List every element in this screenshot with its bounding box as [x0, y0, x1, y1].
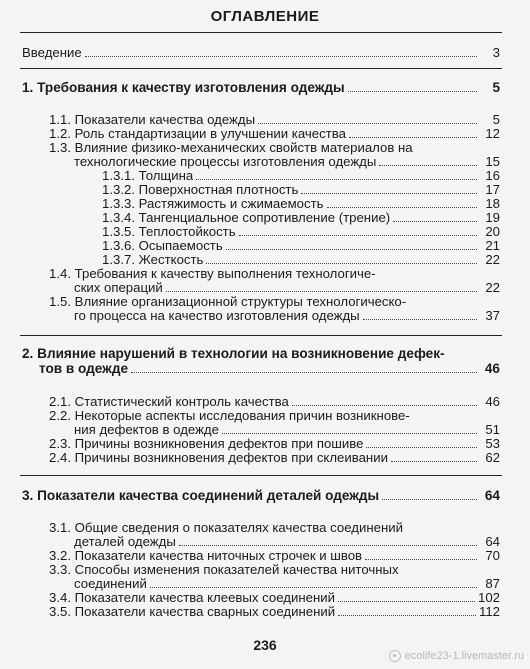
entry-page: 3 [492, 45, 500, 60]
entry-text: ских операций [74, 281, 163, 295]
entry-text: деталей одежды [74, 535, 176, 549]
entry-page: 87 [485, 576, 500, 591]
entry-number: 1.3.6. [102, 239, 135, 253]
entry-number: 1.2. [49, 127, 71, 141]
entry-page: 15 [485, 154, 500, 169]
entry-text: Статистический контроль качества [74, 395, 289, 409]
entry-page: 12 [485, 126, 500, 141]
entry-text: Влияние физико-механических свойств материалов на [74, 141, 413, 155]
entry-text: Показатели качества одежды [74, 113, 256, 127]
toc-entry-continued [22, 423, 500, 437]
entry-text: Роль стандартизации в улучшении качества [74, 127, 346, 141]
entry-number: 1.3. [49, 141, 71, 155]
entry-number: 1.3.4. [102, 211, 135, 225]
toc-subentry [22, 253, 500, 267]
entry-text: Влияние нарушений в технологии на возникновение дефек- [37, 347, 445, 361]
toc-subentry [22, 225, 500, 239]
entry-text: Показатели качества ниточных строчек и швов [74, 549, 363, 563]
entry-text: тов в одежде [39, 362, 129, 376]
entry-number: 3.4. [49, 591, 71, 605]
toc-entry-continued [22, 577, 500, 591]
entry-number: 3.2. [49, 549, 71, 563]
toc-entry [22, 409, 500, 423]
entry-text: Требования к качеству изготовления одежды [37, 81, 345, 95]
toc-chapter-1 [22, 81, 500, 95]
toc-entry-continued [22, 309, 500, 323]
entry-text: Общие сведения о показателях качества соединений [74, 521, 403, 535]
entry-number: 1.3.3. [102, 197, 135, 211]
entry-page: 18 [485, 196, 500, 211]
entry-page: 46 [485, 394, 500, 409]
entry-number: 3.3. [49, 563, 71, 577]
entry-page: 62 [485, 450, 500, 465]
entry-number: 1.1. [49, 113, 71, 127]
entry-number: 2.1. [49, 395, 71, 409]
page-number: 236 [253, 637, 277, 653]
entry-text: Жесткость [138, 253, 204, 267]
entry-page: 21 [485, 238, 500, 253]
entry-page: 64 [484, 488, 500, 503]
entry-page: 5 [492, 80, 500, 95]
entry-text: технологические процессы изготовления одежды [74, 155, 377, 169]
section-rule [20, 475, 502, 476]
entry-text: Причины возникновения дефектов при склеивании [74, 451, 388, 465]
entry-text: Требования к качеству выполнения технологиче- [74, 267, 376, 281]
toc-entry-continued [22, 535, 500, 549]
toc-entry [22, 563, 500, 577]
entry-page: 70 [485, 548, 500, 563]
toc-subentry [22, 211, 500, 225]
entry-page: 22 [485, 252, 500, 267]
toc-subentry [22, 169, 500, 183]
entry-text: ния дефектов в одежде [74, 423, 219, 437]
entry-text: Показатели качества сварных соединений [74, 605, 336, 619]
entry-text: Поверхностная плотность [138, 183, 299, 197]
watermark [389, 650, 524, 662]
entry-page: 37 [485, 308, 500, 323]
toc-chapter-3 [22, 489, 500, 503]
entry-text: соединений [74, 577, 147, 591]
entry-page: 19 [485, 210, 500, 225]
toc-entry [22, 437, 500, 451]
toc-entry [22, 549, 500, 563]
toc-chapter-2-continued [22, 362, 500, 376]
toc-entry [22, 591, 500, 605]
entry-text: Некоторые аспекты исследования причин возникнове- [74, 409, 410, 423]
entry-text: го процесса на качество изготовления одежды [74, 309, 360, 323]
entry-number: 3. [22, 489, 34, 503]
entry-text: Осыпаемость [138, 239, 223, 253]
entry-page: 5 [492, 112, 500, 127]
entry-number: 3.5. [49, 605, 71, 619]
entry-page: 46 [484, 361, 500, 376]
toc-entry [22, 295, 500, 309]
entry-page: 20 [485, 224, 500, 239]
entry-page: 112 [478, 604, 500, 619]
entry-number: 3.1. [49, 521, 71, 535]
toc-entry-continued [22, 281, 500, 295]
toc-entry [22, 605, 500, 619]
watermark-text: ecolife23-1.livemaster.ru [404, 650, 524, 662]
toc-entry [22, 127, 500, 141]
entry-text: Растяжимость и сжимаемость [138, 197, 324, 211]
entry-page: 17 [485, 182, 500, 197]
toc-subentry [22, 183, 500, 197]
toc-entry [22, 113, 500, 127]
toc-subentry [22, 197, 500, 211]
toc-title: ОГЛАВЛЕНИЕ [210, 8, 320, 25]
livemaster-logo-icon [389, 650, 401, 662]
entry-number: 1.3.7. [102, 253, 135, 267]
entry-text: Введение [22, 46, 82, 60]
section-rule [20, 335, 502, 336]
toc-entry [22, 395, 500, 409]
entry-number: 1.3.5. [102, 225, 135, 239]
top-rule [20, 32, 502, 33]
toc-entry-continued [22, 155, 500, 169]
entry-text: Толщина [138, 169, 194, 183]
entry-number: 2.4. [49, 451, 71, 465]
entry-text: Влияние организационной структуры технологическо- [74, 295, 407, 309]
entry-page: 102 [477, 590, 500, 605]
entry-page: 16 [485, 168, 500, 183]
entry-text: Способы изменения показателей качества ниточных [74, 563, 399, 577]
entry-text: Тангенциальное сопротивление (трение) [138, 211, 391, 225]
toc-entry-intro [22, 46, 500, 60]
entry-number: 1.3.2. [102, 183, 135, 197]
entry-number: 2.2. [49, 409, 71, 423]
entry-number: 1. [22, 81, 34, 95]
entry-number: 1.3.1. [102, 169, 135, 183]
entry-page: 22 [485, 280, 500, 295]
toc-subentry [22, 239, 500, 253]
entry-text: Причины возникновения дефектов при пошиве [74, 437, 364, 451]
section-rule [20, 68, 502, 69]
entry-text: Показатели качества соединений деталей одежды [37, 489, 380, 503]
entry-number: 1.5. [49, 295, 71, 309]
toc-entry [22, 451, 500, 465]
entry-number: 2. [22, 347, 34, 361]
entry-text: Теплостойкость [138, 225, 236, 239]
entry-page: 51 [485, 422, 500, 437]
toc-entry [22, 141, 500, 155]
entry-number: 2.3. [49, 437, 71, 451]
toc-entry [22, 267, 500, 281]
toc-entry [22, 521, 500, 535]
entry-text: Показатели качества клеевых соединений [74, 591, 335, 605]
entry-page: 53 [485, 436, 500, 451]
toc-chapter-2 [22, 347, 500, 361]
entry-number: 1.4. [49, 267, 71, 281]
entry-page: 64 [485, 534, 500, 549]
